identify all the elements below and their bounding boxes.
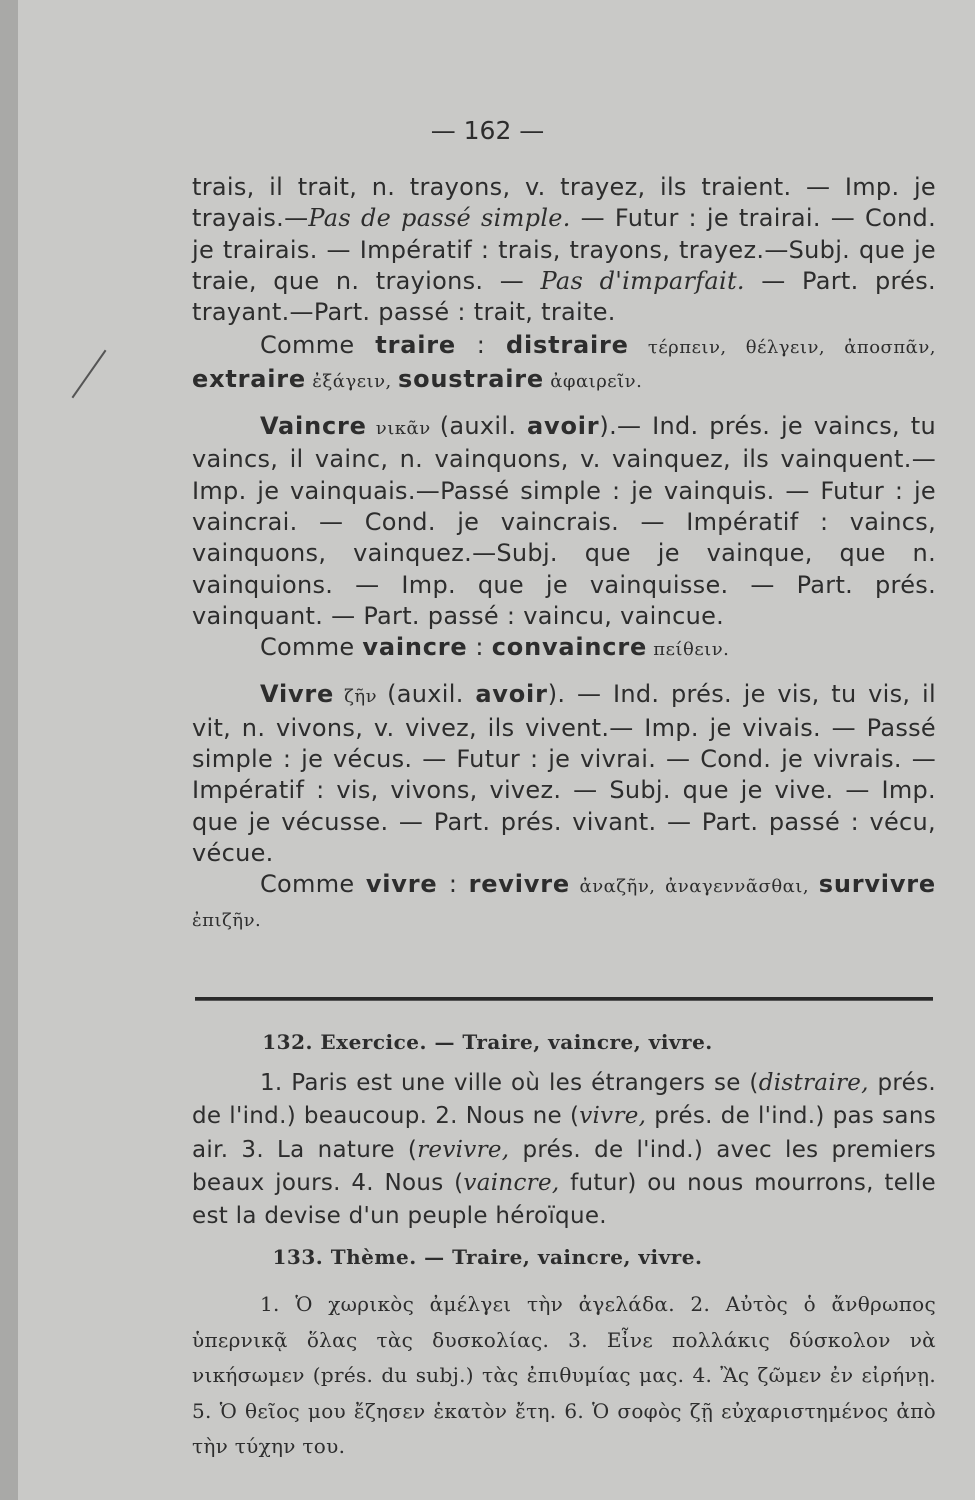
traire-conjugation: trais, il trait, n. trayons, v. trayez, ils traient. — Imp. je trayais.—Pas de passé simple. — Futur : je trairai. — Cond. je trairais. — Impératif : trais, trayons, trayez.—Subj. que je traie, que n. trayions. — Pas d'imparfait. — Part. prés. trayant.—Part. passé : trait, traite.: [192, 173, 936, 327]
section-divider: [195, 997, 933, 1001]
comme-traire: Comme traire : distraire τέρπειν, θέλγειν, ἀποσπᾶν, extraire ἐξάγειν, soustraire ἀφαιρεῖν.: [192, 331, 936, 393]
page-number: — 162 —: [430, 116, 545, 145]
theme-133-text: [192, 1287, 936, 1465]
conjugation-block: [192, 172, 936, 936]
page-edge-shadow: [0, 0, 18, 1500]
pencil-mark: [72, 350, 107, 399]
exercise-132-sentences: 1. Paris est une ville où les étrangers se (distraire, prés. de l'ind.) beaucoup. 2. Nous ne (vivre, prés. de l'ind.) pas sans air. 3. La nature (revivre, prés. de l'ind.) avec les premiers beaux jours. 4. Nous (vaincre, futur) ou nous mourrons, telle est la devise d'un peuple héroïque.: [192, 1070, 937, 1230]
theme-133-title: 133. Thème. — Traire, vaincre, vivre.: [272, 1245, 703, 1269]
comme-vivre: Comme vivre : revivre ἀναζῆν, ἀναγεννᾶσθαι, survivre ἐπιζῆν.: [192, 870, 936, 931]
exercise-132-title: 132. Exercice. — Traire, vaincre, vivre.: [262, 1030, 713, 1054]
theme-133-sentences: 1. Ὁ χωρικὸς ἀμέλγει τὴν ἀγελάδα. 2. Αὐτὸς ὁ ἄνθρωπος ὑπερνικᾷ ὅλας τὰς δυσκολίας. 3. Εἶνε πολλάκις δύσκολον νὰ νικήσωμεν (prés. du subj.) τὰς ἐπιθυμίας μας. 4. Ἂς ζῶμεν ἐν εἰρήνῃ. 5. Ὁ θεῖος μου ἔζησεν ἑκατὸν ἔτη. 6. Ὁ σοφὸς ζῇ εὐχαριστημένος ἀπὸ τὴν τύχην του.: [192, 1292, 936, 1458]
comme-vaincre: Comme vaincre : convaincre πείθειν.: [260, 633, 730, 662]
vivre-conjugation: Vivre ζῆν (auxil. avoir). — Ind. prés. je vis, tu vis, il vit, n. vivons, v. vivez, ils vivent.— Imp. je vivais. — Passé simple : je vécus. — Futur : je vivrai. — Cond. je vivrais. — Impératif : vis, vivons, vivez. — Subj. que je vive. — Imp. que je vécusse. — Part. prés. vivant. — Part. passé : vécu, vécue.: [192, 680, 936, 867]
vaincre-conjugation: Vaincre νικᾶν (auxil. avoir).— Ind. prés. je vaincs, tu vaincs, il vainc, n. vainquons, v. vainquez, ils vainquent.— Imp. je vainquais.—Passé simple : je vainquis. — Futur : je vaincrai. — Cond. je vaincrais. — Impératif : vaincs, vainquons, vainquez.—Subj. que je vainque, que n. vainquions. — Imp. que je vainquisse. — Part. prés. vainquant. — Part. passé : vaincu, vaincue.: [192, 412, 936, 630]
exercise-132-text: [192, 1067, 936, 1233]
